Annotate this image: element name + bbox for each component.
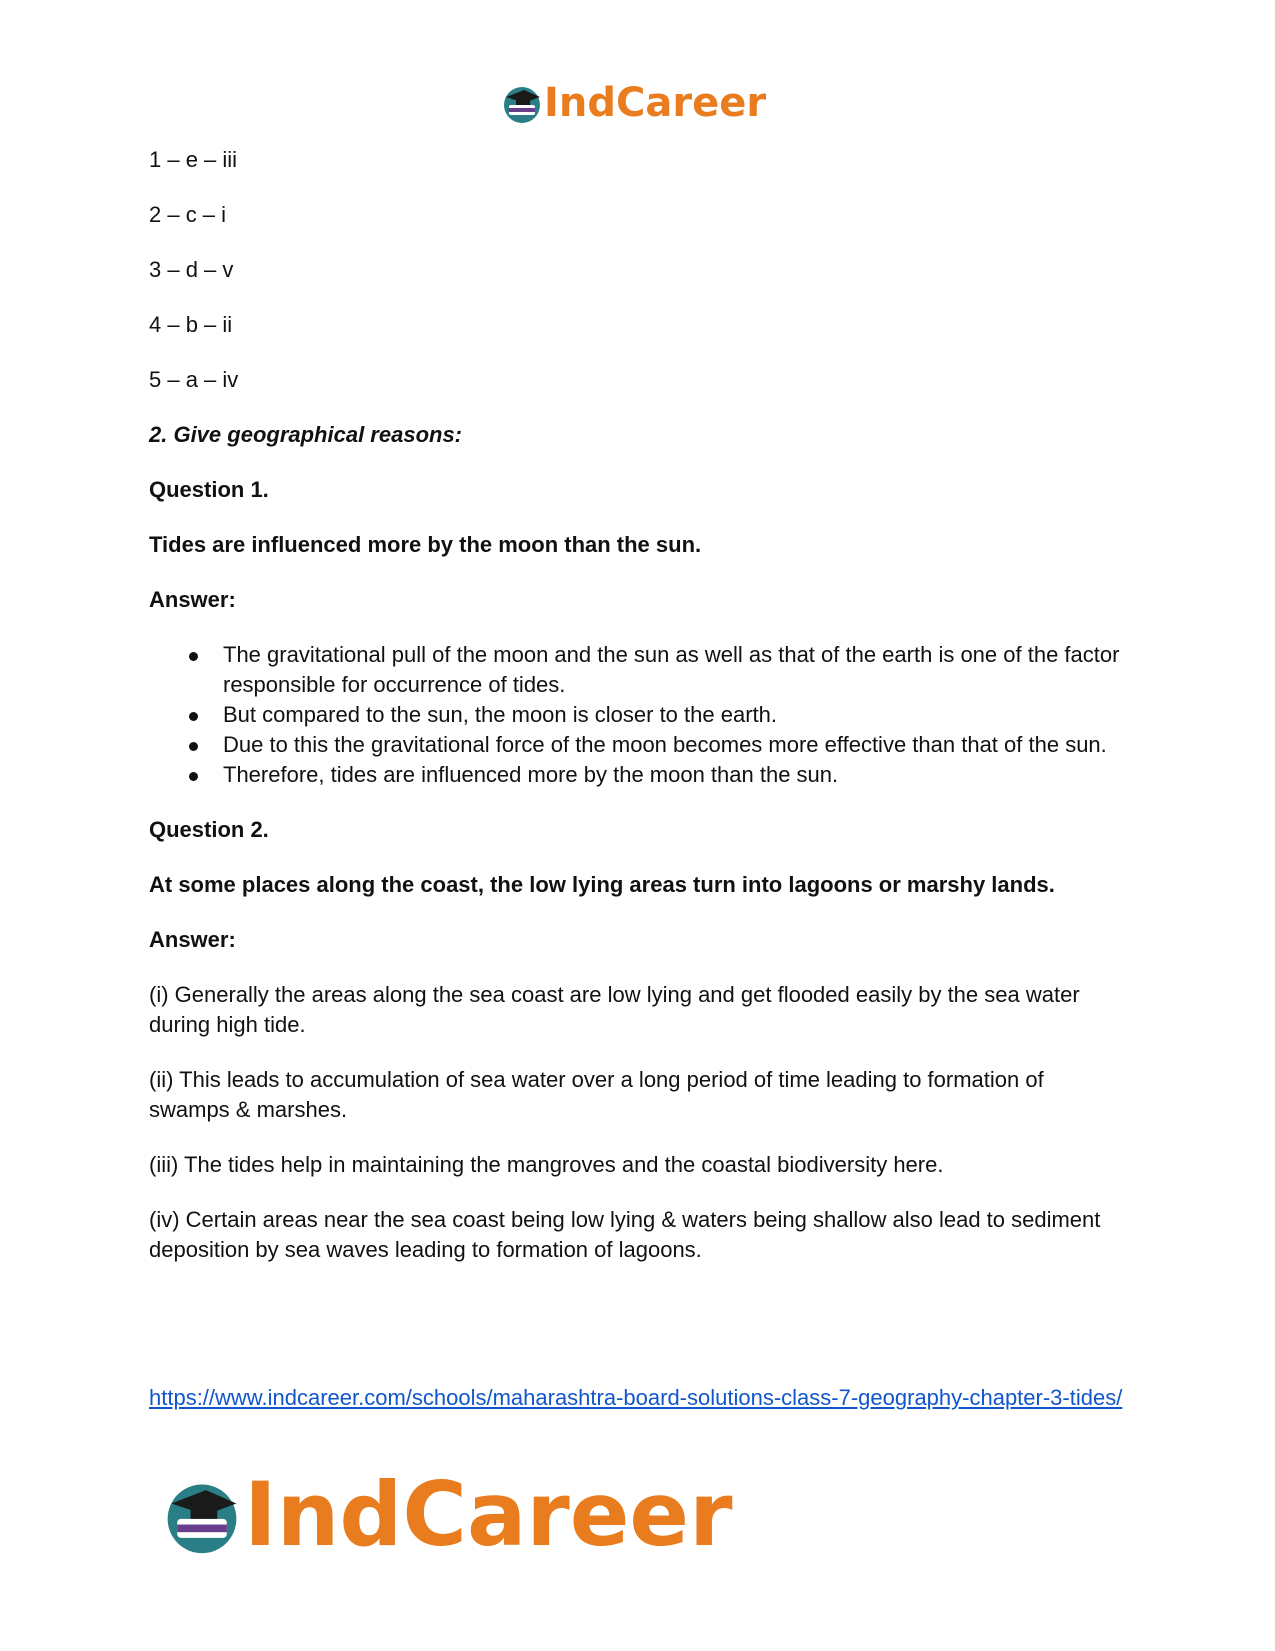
header-logo-text: IndCareer xyxy=(544,80,767,126)
question-1-text: Tides are influenced more by the moon than the sun. xyxy=(149,532,702,557)
document-body xyxy=(149,145,1129,1290)
list-item: Due to this the gravitational force of the moon becomes more effective than that of the sun. xyxy=(223,730,1129,760)
answer-point-3: (iii) The tides help in maintaining the mangroves and the coastal biodiversity here. xyxy=(149,1152,944,1177)
graduation-cap-book-icon xyxy=(160,1473,244,1557)
answer-point-2: (ii) This leads to accumulation of sea water over a long period of time leading to formation of swamps & marshes. xyxy=(149,1067,1044,1122)
footer-logo xyxy=(160,1463,733,1566)
match-line-3: 3 – d – v xyxy=(149,257,234,282)
answer-point-4: (iv) Certain areas near the sea coast being low lying & waters being shallow also lead to sediment deposition by sea waves leading to formation of lagoons. xyxy=(149,1207,1101,1262)
match-line-4: 4 – b – ii xyxy=(149,312,233,337)
footer-logo-text: IndCareer xyxy=(244,1463,733,1566)
graduation-cap-book-icon xyxy=(500,81,544,125)
list-item: But compared to the sun, the moon is closer to the earth. xyxy=(223,700,1129,730)
list-item: The gravitational pull of the moon and the sun as well as that of the earth is one of the factor responsible for occurrence of tides. xyxy=(223,640,1129,700)
question-1-answer-label: Answer: xyxy=(149,587,236,612)
question-2-text: At some places along the coast, the low lying areas turn into lagoons or marshy lands. xyxy=(149,872,1055,897)
question-2-answer-label: Answer: xyxy=(149,927,236,952)
question-1-label: Question 1. xyxy=(149,477,269,502)
question-1-answer-list xyxy=(149,640,1129,790)
source-url-link[interactable]: https://www.indcareer.com/schools/maharashtra-board-solutions-class-7-geography-chapter-3-tides/ xyxy=(149,1385,1123,1410)
header-logo xyxy=(500,80,766,126)
answer-point-1: (i) Generally the areas along the sea coast are low lying and get flooded easily by the sea water during high tide. xyxy=(149,982,1080,1037)
section-title: 2. Give geographical reasons: xyxy=(149,422,463,447)
match-line-2: 2 – c – i xyxy=(149,202,227,227)
match-line-5: 5 – a – iv xyxy=(149,367,239,392)
match-line-1: 1 – e – iii xyxy=(149,147,238,172)
list-item: Therefore, tides are influenced more by the moon than the sun. xyxy=(223,760,1129,790)
question-2-label: Question 2. xyxy=(149,817,269,842)
